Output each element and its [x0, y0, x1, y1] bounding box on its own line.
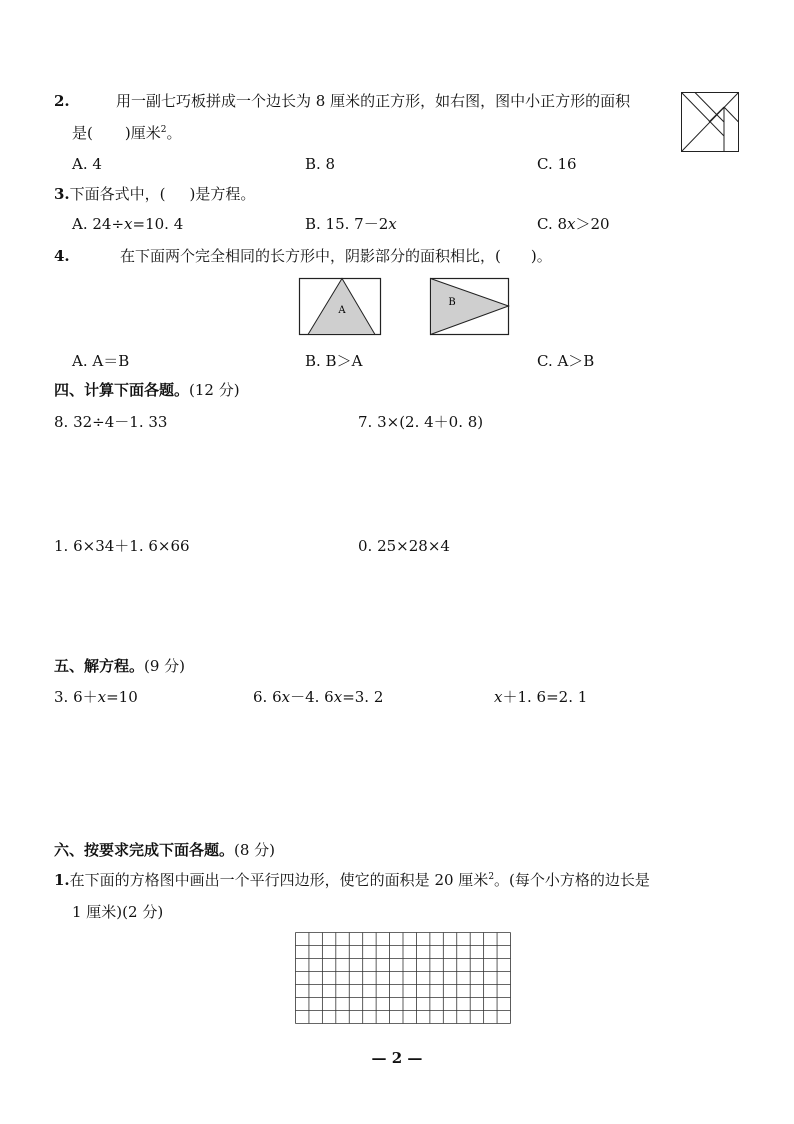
- shape-b-label: B: [448, 297, 456, 308]
- shape-a-label: A: [338, 305, 346, 316]
- q4-number: 4.: [54, 247, 70, 265]
- q2-text-line2: 是( )厘米$^2$。: [72, 124, 182, 142]
- section4-heading: 四、计算下面各题。(12 分): [54, 381, 240, 399]
- q4-option-c[interactable]: C. A＞B: [537, 352, 595, 370]
- page-number: — 2 —: [371, 1049, 423, 1067]
- q2-option-c[interactable]: C. 16: [537, 155, 577, 173]
- equation-2: 6. 6x－4. 6x=3. 2: [253, 688, 384, 706]
- calc-problem-4: 0. 25×28×4: [358, 537, 450, 555]
- rectangle-b-figure: [430, 278, 509, 335]
- q2-text-line1: 用一副七巧板拼成一个边长为 8 厘米的正方形，如右图，图中小正方形的面积: [116, 92, 631, 110]
- square-grid[interactable]: [295, 932, 511, 1024]
- q2-number: 2.: [54, 92, 70, 110]
- q2-option-a[interactable]: A. 4: [72, 155, 102, 173]
- q4-option-a[interactable]: A. A＝B: [72, 352, 130, 370]
- q3-option-a[interactable]: A. 24÷x=10. 4: [72, 215, 184, 233]
- calc-problem-3: 1. 6×34＋1. 6×66: [54, 537, 190, 555]
- q2-option-b[interactable]: B. 8: [305, 155, 336, 173]
- calc-problem-1: 8. 32÷4－1. 33: [54, 413, 168, 431]
- rectangle-a-figure: [299, 278, 381, 335]
- q3-text: 3.下面各式中，( )是方程。: [54, 185, 256, 203]
- section6-q1-line2: 1 厘米)(2 分): [72, 903, 164, 921]
- section6-q1-line1: 1.在下面的方格图中画出一个平行四边形，使它的面积是 20 厘米$^2$。(每个小方格的边长是: [54, 871, 650, 889]
- section6-heading: 六、按要求完成下面各题。(8 分): [54, 841, 276, 859]
- equation-3: x＋1. 6=2. 1: [494, 688, 588, 706]
- q3-option-c[interactable]: C. 8x＞20: [537, 215, 610, 233]
- q3-option-b[interactable]: B. 15. 7－2x: [305, 215, 397, 233]
- q4-option-b[interactable]: B. B＞A: [305, 352, 363, 370]
- q4-text: 在下面两个完全相同的长方形中，阴影部分的面积相比，( )。: [120, 247, 552, 265]
- tangram-square-figure: [681, 92, 739, 152]
- calc-problem-2: 7. 3×(2. 4＋0. 8): [358, 413, 484, 431]
- equation-1: 3. 6＋x=10: [54, 688, 138, 706]
- section5-heading: 五、解方程。(9 分): [54, 657, 186, 675]
